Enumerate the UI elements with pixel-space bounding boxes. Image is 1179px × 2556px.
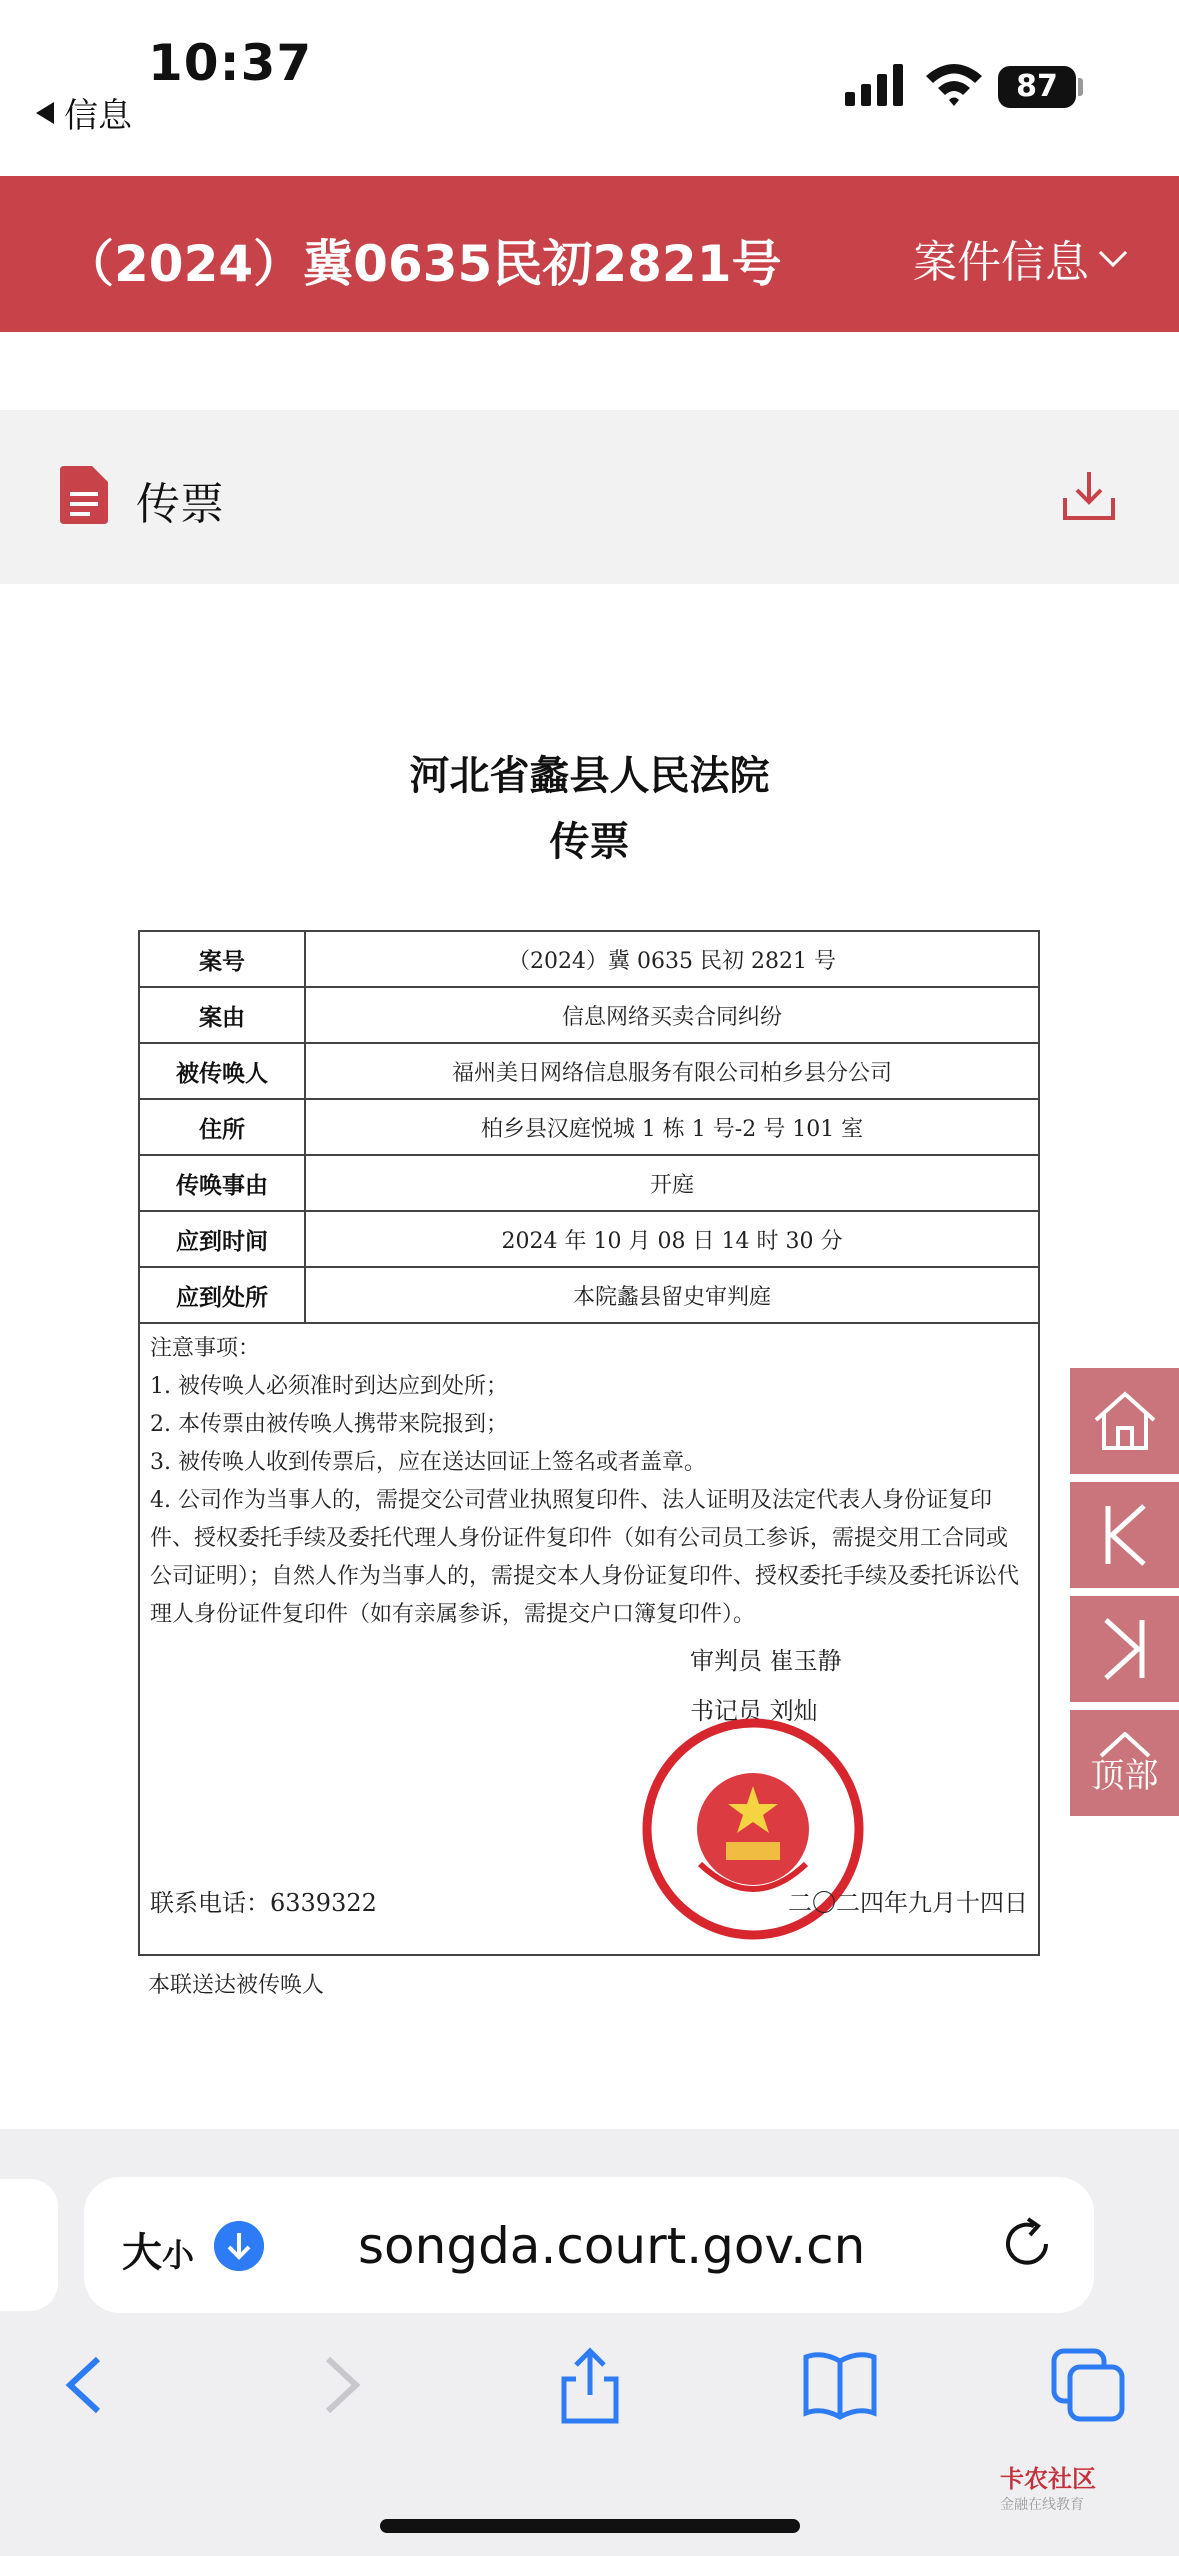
document-icon <box>60 466 108 524</box>
row-value: 福州美日网络信息服务有限公司柏乡县分公司 <box>451 1060 892 1086</box>
row-label: 应到处所 <box>140 1268 306 1322</box>
text-size-label-large: 大 <box>122 2230 162 2276</box>
notes-title: 注意事项： <box>150 1336 261 1361</box>
back-app-label: 信息 <box>64 96 132 136</box>
row-label: 案号 <box>140 932 306 986</box>
home-button[interactable] <box>1070 1368 1179 1474</box>
forward-icon[interactable] <box>300 2345 380 2425</box>
table-row <box>140 1212 1038 1268</box>
row-label: 案由 <box>140 988 306 1042</box>
home-indicator <box>380 2519 800 2533</box>
row-label: 被传唤人 <box>140 1044 306 1098</box>
table-row <box>140 988 1038 1044</box>
status-bar <box>0 0 1179 175</box>
delivery-note: 本联送达被传唤人 <box>148 1973 325 1998</box>
back-to-app-link[interactable] <box>36 88 132 137</box>
back-to-top-button[interactable] <box>1070 1710 1179 1816</box>
note-item: 4. 公司作为当事人的，需提交公司营业执照复印件、法人证明及法定代表人身份证复印件、授权委托手续及委托代理人身份证件复印件（如有公司员工参诉，需提交用工合同或公司证明）；自然人作为当事人的，需提交本人身份证复印件、授权委托手续及委托诉讼代理人身份证件复印件（如有亲属参诉，需提交户口簿复印件）。 <box>150 1488 1020 1627</box>
judge-signature: 审判员 崔玉静 <box>690 1647 842 1675</box>
bookmarks-icon[interactable] <box>800 2345 880 2425</box>
case-header <box>0 176 1179 332</box>
contact-phone: 联系电话：6339322 <box>150 1889 377 1917</box>
summons-document <box>0 584 1179 2129</box>
note-item: 1. 被传唤人必须准时到达应到处所； <box>150 1374 508 1399</box>
row-value: 本院蠡县留史审判庭 <box>572 1284 771 1310</box>
previous-tab-preview[interactable] <box>0 2179 58 2311</box>
cellular-signal-icon <box>845 64 905 106</box>
battery-indicator: 87 <box>998 66 1076 108</box>
row-label: 传唤事由 <box>140 1156 306 1210</box>
next-icon <box>1100 1618 1150 1680</box>
row-label: 住所 <box>140 1100 306 1154</box>
download-icon[interactable] <box>1061 468 1117 524</box>
clerk-signature: 书记员 刘灿 <box>690 1697 818 1725</box>
back-to-top-label: 顶部 <box>1090 1756 1159 1796</box>
note-item: 2. 本传票由被传唤人携带来院报到； <box>150 1412 508 1437</box>
row-value: 2024 年 10 月 08 日 14 时 30 分 <box>501 1228 843 1254</box>
row-label: 应到时间 <box>140 1212 306 1266</box>
spacer <box>0 332 1179 410</box>
case-number-title: （2024）冀0635民初2821号 <box>64 235 782 293</box>
back-icon[interactable] <box>46 2345 126 2425</box>
case-info-label: 案件信息 <box>913 237 1089 288</box>
watermark-logo <box>1000 2459 1096 2514</box>
text-size-label-small: 小 <box>162 2236 195 2274</box>
summons-table <box>138 930 1040 1956</box>
download-arrow-icon[interactable] <box>214 2221 264 2271</box>
browser-chrome <box>0 2129 1179 2556</box>
row-value: 开庭 <box>649 1172 694 1198</box>
notes-section <box>140 1324 1038 1954</box>
table-row <box>140 1268 1038 1324</box>
url-text[interactable]: songda.court.gov.cn <box>358 2217 866 2275</box>
tabs-icon[interactable] <box>1048 2345 1128 2425</box>
table-row <box>140 1100 1038 1156</box>
chevron-up-icon <box>1099 1732 1151 1758</box>
issue-date: 二〇二四年九月十四日 <box>788 1889 1028 1917</box>
watermark-title: 卡农社区 <box>1000 2465 1096 2493</box>
court-name: 河北省蠡县人民法院 <box>409 752 770 799</box>
table-row <box>140 1156 1038 1212</box>
case-info-dropdown[interactable] <box>913 226 1123 290</box>
row-value: 信息网络买卖合同纠纷 <box>561 1004 782 1030</box>
address-bar[interactable] <box>84 2177 1094 2313</box>
row-value: （2024）冀 0635 民初 2821 号 <box>508 948 836 974</box>
table-row <box>140 1044 1038 1100</box>
document-title-bar <box>0 410 1179 584</box>
battery-tip <box>1078 78 1083 96</box>
watermark-subtitle: 金融在线教育 <box>1000 2497 1084 2513</box>
note-item: 3. 被传唤人收到传票后，应在送达回证上签名或者盖章。 <box>150 1450 706 1475</box>
home-icon <box>1092 1390 1158 1452</box>
summons-heading: 传票 <box>549 818 630 865</box>
share-icon[interactable] <box>550 2345 630 2425</box>
chevron-down-icon <box>1099 239 1127 267</box>
row-value: 柏乡县汉庭悦城 1 栋 1 号-2 号 101 室 <box>480 1116 864 1142</box>
back-triangle-icon <box>36 102 54 124</box>
previous-icon <box>1100 1504 1150 1566</box>
reload-icon[interactable] <box>1000 2217 1054 2271</box>
status-time: 10:37 <box>148 34 313 92</box>
document-title: 传票 <box>136 479 224 530</box>
text-size-button[interactable] <box>122 2221 194 2278</box>
wifi-icon <box>924 60 984 106</box>
next-page-button[interactable] <box>1070 1596 1179 1702</box>
table-row <box>140 932 1038 988</box>
previous-page-button[interactable] <box>1070 1482 1179 1588</box>
